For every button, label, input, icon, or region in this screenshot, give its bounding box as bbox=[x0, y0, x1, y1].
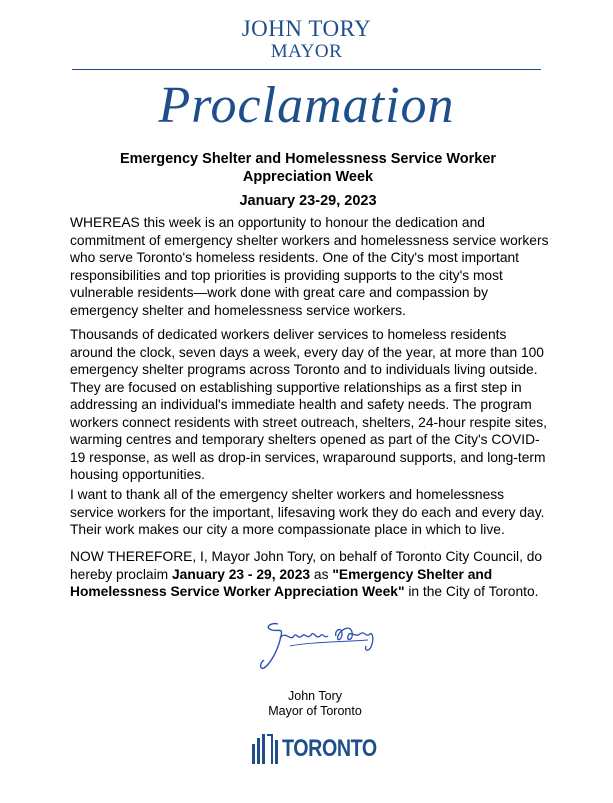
signer-role: Mayor of Toronto bbox=[268, 704, 362, 718]
paragraph-proclaim-text bbox=[70, 548, 550, 601]
proclaim-dates: January 23 - 29, 2023 bbox=[172, 566, 311, 582]
header-divider bbox=[72, 69, 541, 70]
paragraph-workers-text: Thousands of dedicated workers deliver services to homeless residents around the clock, seven days a week, every day of the year, at more than 100 emergency shelter programs across Toronto and to individuals living outside. They are focused on establishing supportive relationships as a first step in addressing an individual's immediate health and safety needs. The program workers connect residents with street outreach, shelters, 24-hour respite sites, warming centres and temporary shelters opened as part of the City's COVID-19 response, as well as drop-in services, wraparound supports, and long-term housing opportunities. bbox=[70, 327, 547, 482]
proclamation-banner: Proclamation bbox=[158, 77, 455, 134]
paragraph-thanks-text: I want to thank all of the emergency shelter workers and homelessness service workers for the important, lifesaving work they do each and every day. Their work makes our city a more compassionate place in which to live. bbox=[70, 487, 545, 537]
paragraph-thanks bbox=[70, 486, 550, 539]
proclamation-title bbox=[60, 150, 556, 186]
paragraph-proclaim bbox=[70, 548, 550, 601]
paragraph-whereas-text: WHEREAS this week is an opportunity to honour the dedication and commitment of emergency shelter workers and homelessness service workers who serve Toronto's homeless residents. One of the City's most important responsibilities and top priorities is providing supports to the city's most vulnerable residents—work done with great care and compassion by emergency shelter and homelessness service workers. bbox=[70, 215, 549, 318]
signer-name: John Tory bbox=[288, 689, 342, 703]
proclaim-end: in the City of Toronto. bbox=[404, 584, 539, 599]
title-line-2: Appreciation Week bbox=[242, 169, 374, 185]
mayor-title-header: MAYOR bbox=[270, 41, 343, 62]
toronto-logo-text: TORONTO bbox=[282, 735, 377, 762]
paragraph-whereas bbox=[70, 214, 550, 319]
proclaim-week-name: "Emergency Shelter and Homelessness Service Worker Appreciation Week" bbox=[70, 566, 493, 599]
paragraph-workers bbox=[70, 326, 550, 484]
title-line-1: Emergency Shelter and Homelessness Service Worker bbox=[119, 151, 497, 167]
signature-graphic bbox=[250, 612, 400, 677]
proclamation-dates: January 23-29, 2023 bbox=[239, 193, 377, 209]
mayor-name-header: JOHN TORY bbox=[241, 16, 372, 41]
proclaim-intro: NOW THEREFORE, I, Mayor John Tory, on behalf of Toronto City Council, do hereby proclaim bbox=[70, 549, 543, 582]
proclaim-as: as bbox=[310, 566, 333, 582]
